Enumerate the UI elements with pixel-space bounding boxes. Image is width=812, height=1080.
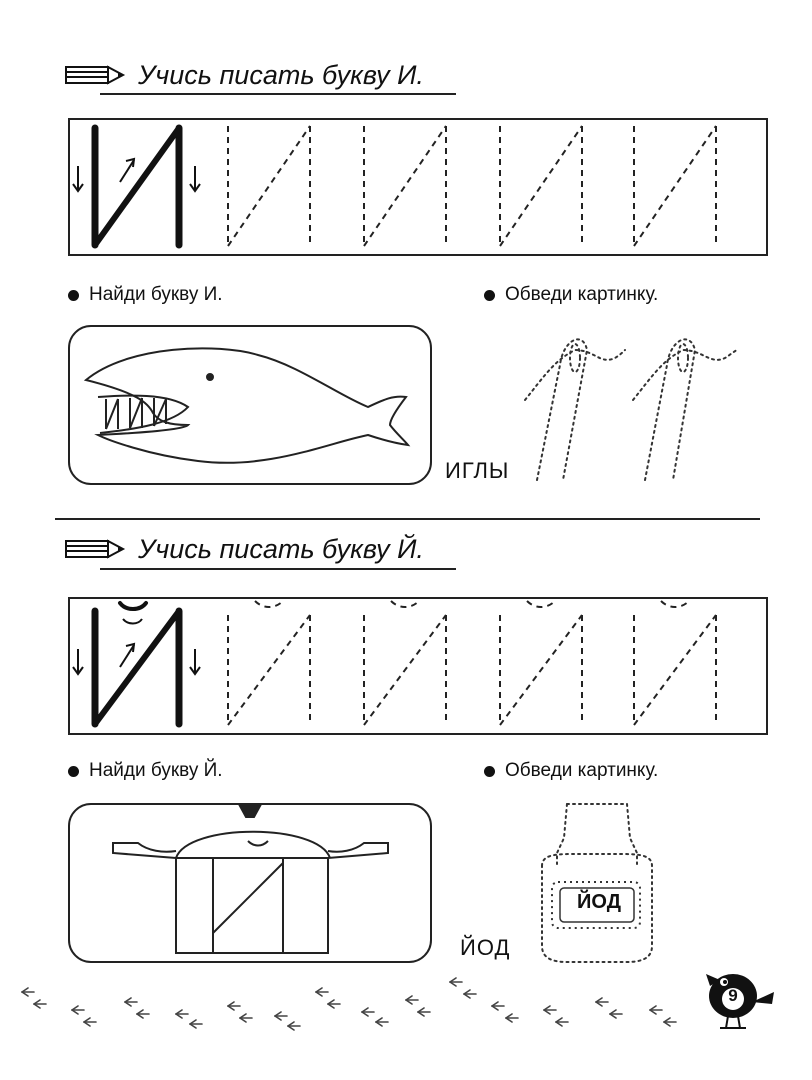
find-letter-ii-label: Найди букву Й.	[89, 760, 223, 781]
tracing-letters-i	[228, 126, 716, 246]
fish-picture	[68, 325, 432, 485]
word-igly: ИГЛЫ	[445, 458, 510, 483]
trace-picture-task-1	[484, 284, 658, 306]
find-letter-ii-task	[68, 760, 223, 782]
section-divider	[55, 518, 760, 520]
bottle-label: ЙОД	[577, 891, 621, 913]
tracing-letters-ii	[228, 601, 716, 725]
practice-row-i	[68, 118, 768, 256]
bullet-icon	[484, 290, 495, 301]
section1-title: Учись писать букву И.	[138, 60, 424, 90]
pencil-icon	[65, 538, 127, 560]
find-letter-i-task	[68, 284, 223, 306]
bullet-icon	[484, 766, 495, 777]
footprint-trail	[20, 970, 700, 1040]
pencil-icon	[65, 64, 127, 86]
pot-icon	[113, 806, 388, 953]
model-letter-i	[95, 128, 179, 245]
bullet-icon	[68, 766, 79, 777]
footprint-icon	[22, 978, 676, 1030]
section1-title-underline	[100, 93, 456, 95]
trace-picture-label-2: Обведи картинку.	[505, 760, 659, 781]
bottle-icon	[532, 798, 662, 968]
page-number: 9	[728, 986, 738, 1005]
pot-picture	[68, 803, 432, 963]
word-yod: ЙОД	[460, 935, 511, 960]
section2-title: Учись писать букву Й.	[138, 534, 424, 564]
trace-picture-label-1: Обведи картинку.	[505, 284, 659, 305]
needle-icon	[515, 320, 745, 490]
fish-teeth	[98, 396, 188, 433]
find-letter-i-label: Найди букву И.	[89, 284, 223, 305]
bullet-icon	[68, 290, 79, 301]
section2-title-underline	[100, 568, 456, 570]
practice-row-ii	[68, 597, 768, 735]
fish-icon	[86, 348, 408, 462]
model-letter-ii	[95, 603, 179, 724]
trace-picture-task-2	[484, 760, 658, 782]
